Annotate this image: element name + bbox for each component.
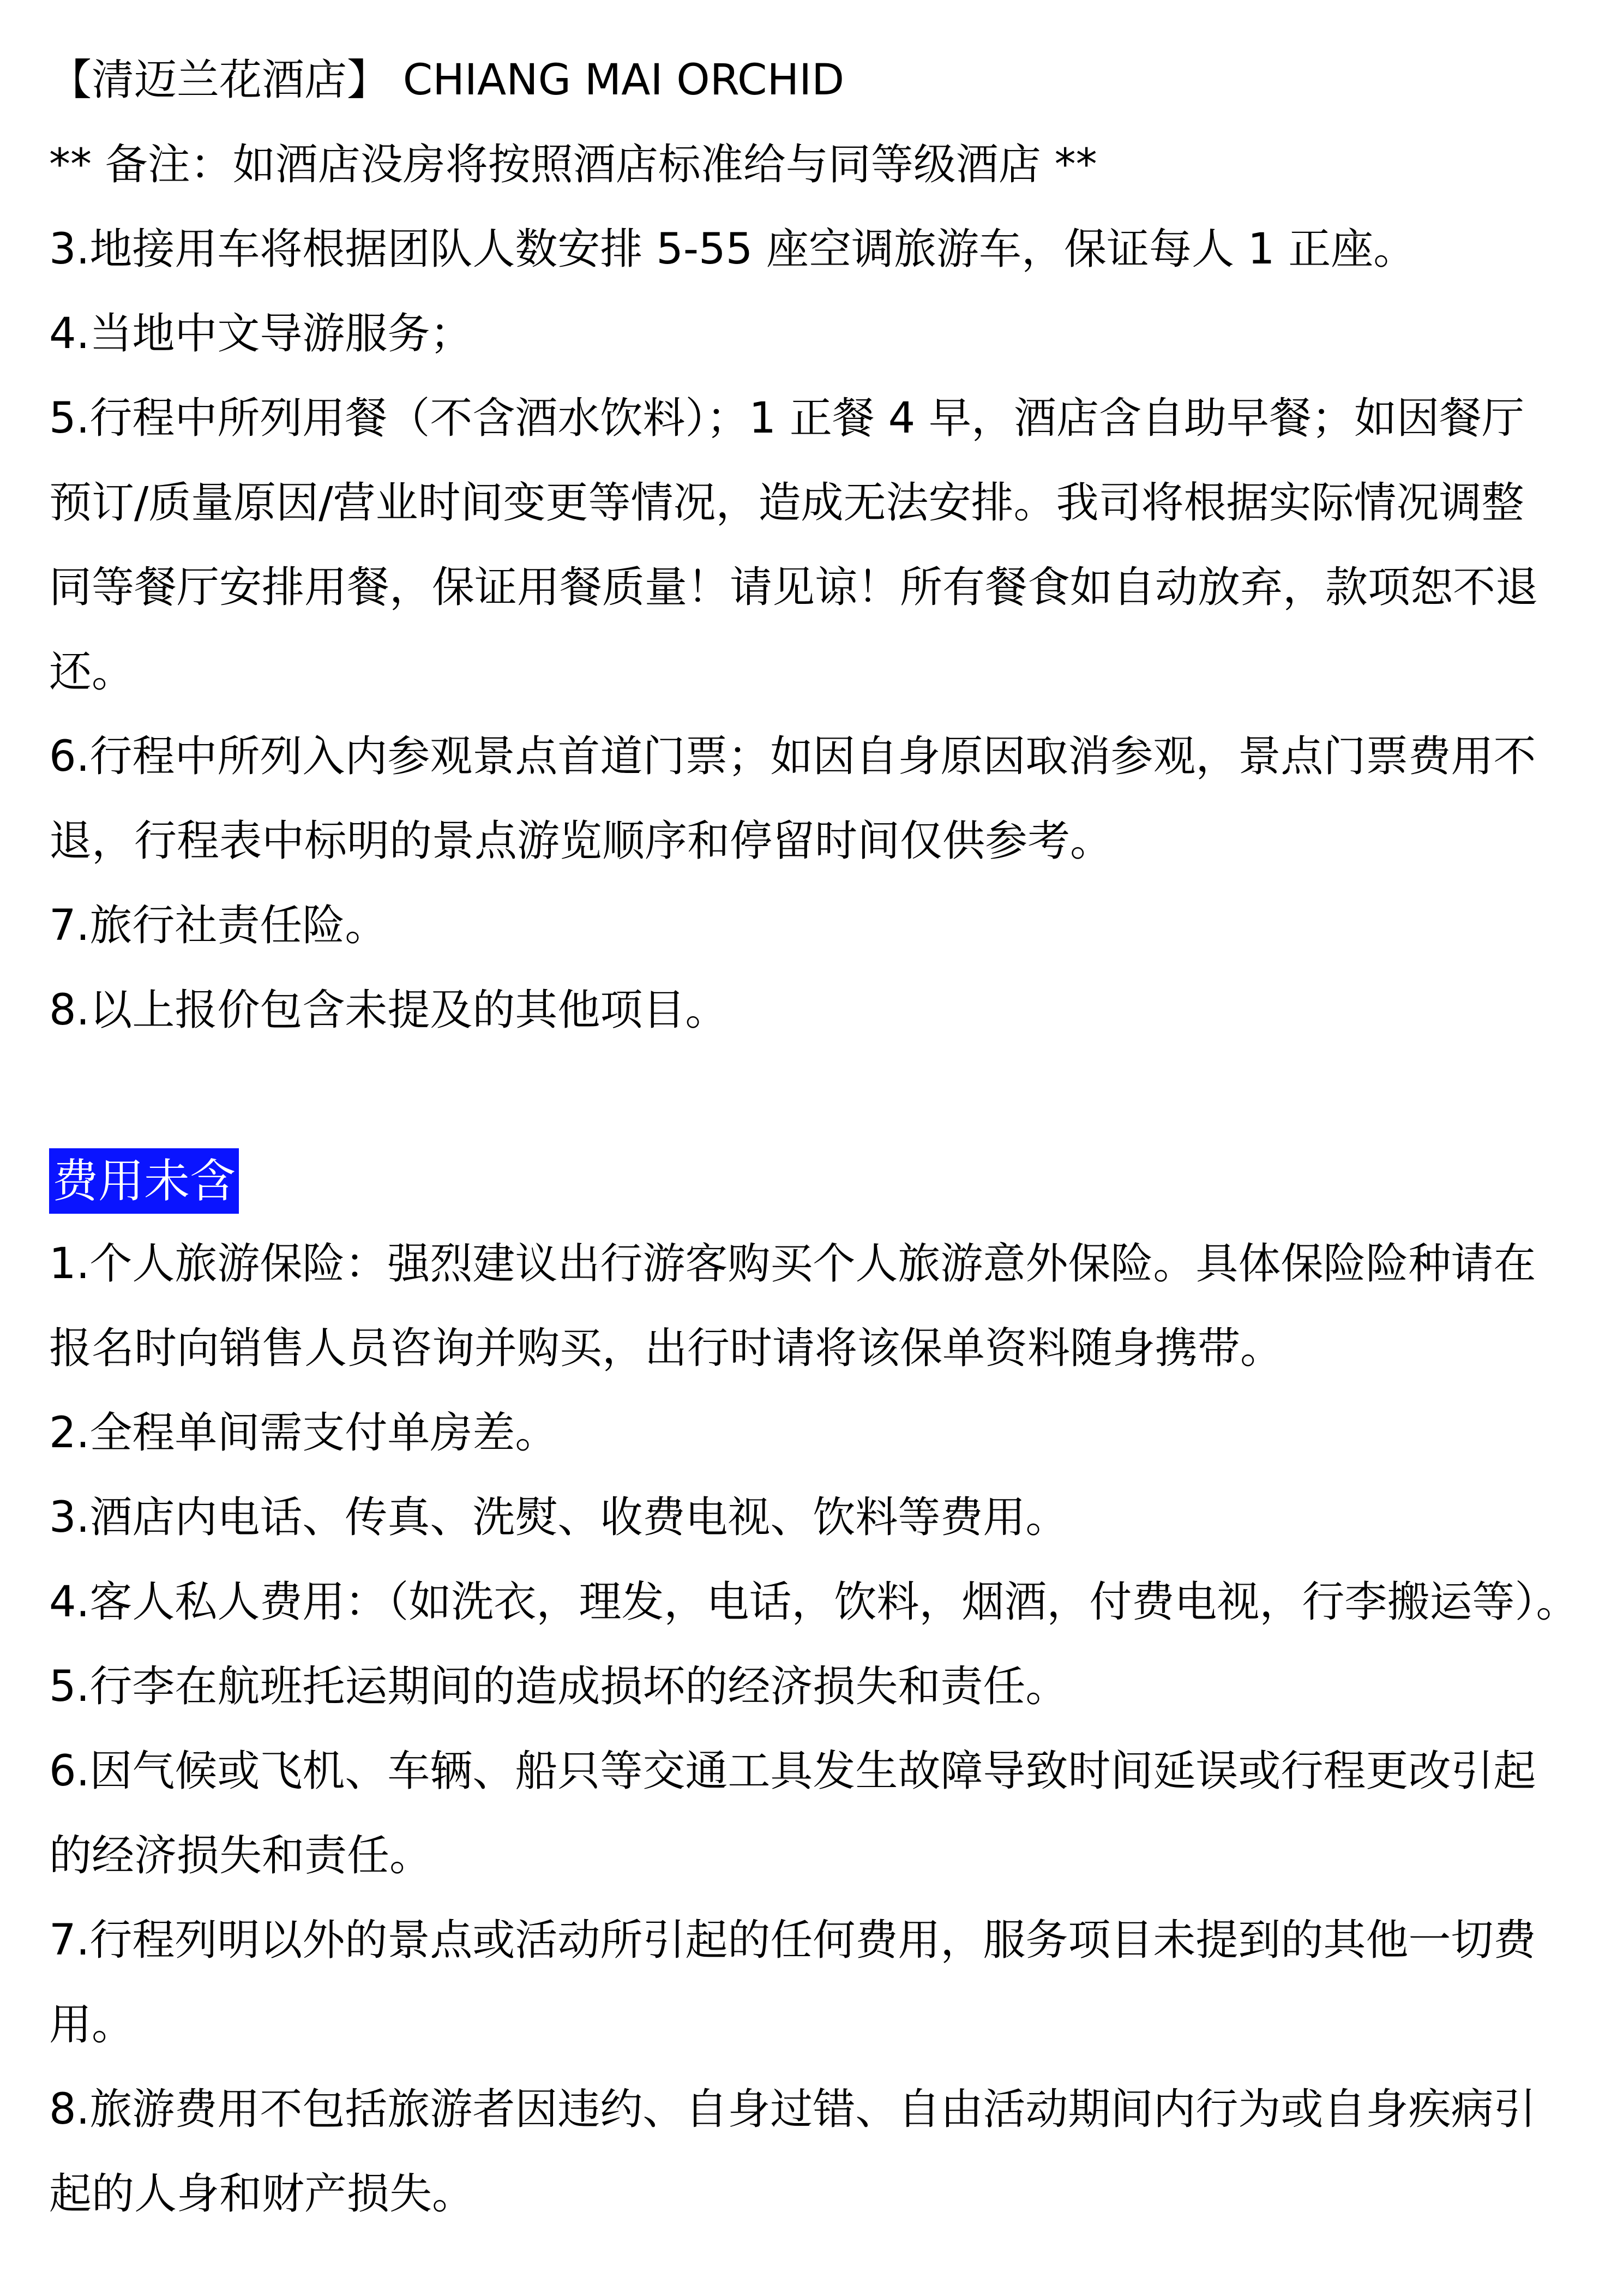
- included-item-5-cont: 同等餐厅安排用餐，保证用餐质量！请见谅！所有餐食如自动放弃，款项恕不退: [49, 563, 1538, 612]
- excluded-item-2: 2.全程单间需支付单房差。: [49, 1408, 558, 1458]
- excluded-item-8: 8.旅游费用不包括旅游者因违约、自身过错、自由活动期间内行为或自身疾病引: [49, 2085, 1536, 2134]
- excluded-item-1: 1.个人旅游保险：强烈建议出行游客购买个人旅游意外保险。具体保险险种请在: [49, 1239, 1536, 1288]
- excluded-item-1-cont: 报名时向销售人员咨询并购买，出行时请将该保单资料随身携带。: [49, 1324, 1283, 1373]
- document-page: [49, 38, 1582, 2237]
- excluded-item-7: 7.行程列明以外的景点或活动所引起的任何费用，服务项目未提到的其他一切费: [49, 1916, 1536, 1965]
- included-section: [49, 38, 1582, 1053]
- excluded-item-3: 3.酒店内电话、传真、洗熨、收费电视、饮料等费用。: [49, 1493, 1068, 1542]
- included-item-3: 3.地接用车将根据团队人数安排 5-55 座空调旅游车，保证每人 1 正座。: [49, 225, 1416, 274]
- excluded-heading: 费用未含: [49, 1148, 239, 1214]
- excluded-heading-row: [49, 1137, 1582, 1222]
- included-item-5-cont: 预订/质量原因/营业时间变更等情况，造成无法安排。我司将根据实际情况调整: [49, 478, 1524, 527]
- included-item-8: 8.以上报价包含未提及的其他项目。: [49, 986, 728, 1035]
- excluded-item-6-cont: 的经济损失和责任。: [49, 1831, 432, 1880]
- excluded-item-6: 6.因气候或飞机、车辆、船只等交通工具发生故障导致时间延误或行程更改引起: [49, 1747, 1536, 1796]
- excluded-item-5: 5.行李在航班托运期间的造成损坏的经济损失和责任。: [49, 1662, 1068, 1711]
- excluded-item-8-cont: 起的人身和财产损失。: [49, 2169, 475, 2219]
- included-item-5-cont: 还。: [49, 648, 135, 697]
- included-item-4: 4.当地中文导游服务；: [49, 309, 473, 358]
- hotel-name-line: 【清迈兰花酒店】 CHIANG MAI ORCHID: [49, 56, 845, 105]
- excluded-item-7-cont: 用。: [49, 2000, 135, 2049]
- included-item-6: 6.行程中所列入内参观景点首道门票；如因自身原因取消参观，景点门票费用不: [49, 732, 1536, 781]
- excluded-section: [49, 1137, 1582, 2237]
- included-item-5: 5.行程中所列用餐（不含酒水饮料）；1 正餐 4 早，酒店含自助早餐；如因餐厅: [49, 394, 1525, 443]
- hotel-note-line: ** 备注：如酒店没房将按照酒店标准给与同等级酒店 **: [49, 140, 1097, 189]
- section-spacer: [49, 1053, 1582, 1137]
- included-item-7: 7.旅行社责任险。: [49, 901, 388, 950]
- excluded-item-4: 4.客人私人费用：（如洗衣，理发，电话，饮料，烟酒，付费电视，行李搬运等）。: [49, 1578, 1579, 1627]
- included-item-6-cont: 退，行程表中标明的景点游览顺序和停留时间仅供参考。: [49, 817, 1113, 866]
